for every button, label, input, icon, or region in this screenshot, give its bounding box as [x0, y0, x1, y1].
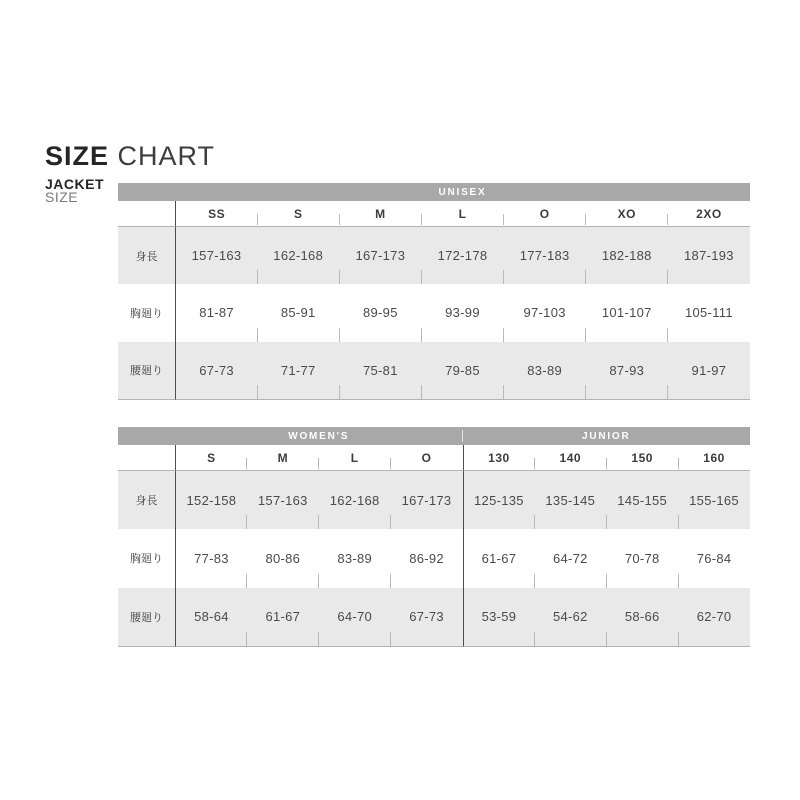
caption-line-jacket: JACKET: [45, 176, 105, 192]
column-header-m: M: [247, 445, 319, 471]
column-header-140: 140: [534, 445, 606, 471]
size-cell: 77-83: [175, 529, 247, 587]
row-label-chest: 胸廻り: [130, 307, 163, 320]
size-cell: 53-59: [463, 588, 535, 647]
column-header-160: 160: [678, 445, 750, 471]
size-cell: 145-155: [606, 471, 678, 529]
size-cell: 70-78: [606, 529, 678, 587]
column-header-s: S: [257, 201, 339, 227]
header-spacer: [118, 201, 175, 227]
size-cell: 101-107: [586, 284, 668, 341]
size-cell: 58-64: [175, 588, 247, 647]
size-cell: 91-97: [668, 342, 750, 400]
size-cell: 54-62: [534, 588, 606, 647]
page-title-bold: SIZE: [45, 141, 110, 171]
header-spacer: [118, 445, 175, 471]
size-cell: 81-87: [175, 284, 257, 341]
page-title: [45, 141, 215, 172]
size-cell: 71-77: [257, 342, 339, 400]
size-cell: 157-163: [247, 471, 319, 529]
size-cell: 64-72: [534, 529, 606, 587]
size-cell: 152-158: [175, 471, 247, 529]
column-header-l: L: [319, 445, 391, 471]
size-cell: 157-163: [175, 227, 257, 284]
group-header-womens: WOMEN'S: [175, 427, 463, 445]
size-cell: 85-91: [257, 284, 339, 341]
size-cell: 182-188: [586, 227, 668, 284]
size-cell: 97-103: [504, 284, 586, 341]
column-header-2xo: 2XO: [668, 201, 750, 227]
size-cell: 105-111: [668, 284, 750, 341]
size-cell: 167-173: [339, 227, 421, 284]
row-label-height: 身長: [118, 471, 175, 529]
size-cell: 162-168: [257, 227, 339, 284]
size-cell: 155-165: [678, 471, 750, 529]
size-cell: 167-173: [391, 471, 463, 529]
table-caption: [45, 178, 104, 204]
size-cell: 61-67: [463, 529, 535, 587]
group-header-junior: JUNIOR: [463, 427, 751, 445]
column-header-o: O: [391, 445, 463, 471]
column-header-ss: SS: [175, 201, 257, 227]
size-cell: 172-178: [421, 227, 503, 284]
size-cell: 79-85: [421, 342, 503, 400]
row-label-waist: 腰廻り: [118, 342, 175, 400]
row-label-waist: 腰廻り: [118, 588, 175, 647]
unisex-size-table: [118, 183, 750, 400]
size-cell: 187-193: [668, 227, 750, 284]
size-cell: 83-89: [504, 342, 586, 400]
size-cell: 162-168: [319, 471, 391, 529]
size-cell: 89-95: [339, 284, 421, 341]
size-cell: 93-99: [421, 284, 503, 341]
size-cell: 76-84: [678, 529, 750, 587]
size-cell: 177-183: [504, 227, 586, 284]
size-cell: 125-135: [463, 471, 535, 529]
column-header-150: 150: [606, 445, 678, 471]
size-cell: 75-81: [339, 342, 421, 400]
row-label-height: 身長: [118, 227, 175, 284]
size-cell: 86-92: [391, 529, 463, 587]
row-label-chest: 胸廻り: [130, 553, 163, 566]
bar-spacer: [118, 427, 175, 445]
bar-spacer: [118, 183, 175, 201]
size-cell: 67-73: [391, 588, 463, 647]
size-cell: 80-86: [247, 529, 319, 587]
group-header-unisex: UNISEX: [175, 183, 750, 201]
column-header-xo: XO: [586, 201, 668, 227]
womens-junior-size-table: [118, 427, 750, 647]
column-header-s: S: [175, 445, 247, 471]
size-cell: 61-67: [247, 588, 319, 647]
column-header-o: O: [504, 201, 586, 227]
size-cell: 58-66: [606, 588, 678, 647]
page-title-light: CHART: [117, 141, 216, 171]
size-cell: 87-93: [586, 342, 668, 400]
column-header-130: 130: [463, 445, 535, 471]
caption-line-size: SIZE: [45, 189, 79, 205]
size-cell: 64-70: [319, 588, 391, 647]
size-cell: 67-73: [175, 342, 257, 400]
column-header-l: L: [421, 201, 503, 227]
column-header-m: M: [339, 201, 421, 227]
size-cell: 62-70: [678, 588, 750, 647]
size-cell: 135-145: [534, 471, 606, 529]
size-cell: 83-89: [319, 529, 391, 587]
